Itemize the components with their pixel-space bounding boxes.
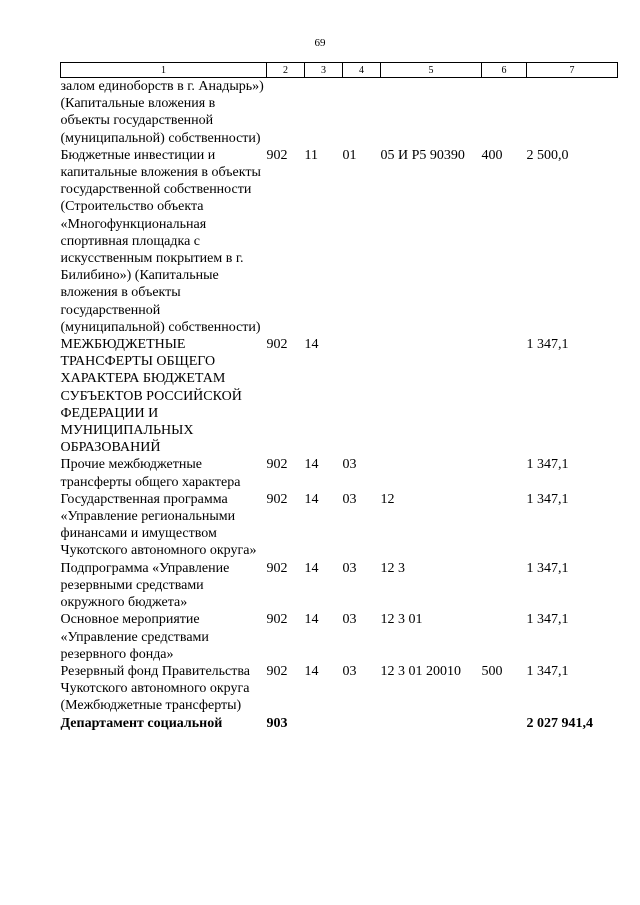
amount: 1 347,1: [526, 457, 569, 473]
budget-table: [60, 62, 618, 732]
table-row: [61, 663, 618, 715]
page-number: 69: [314, 37, 326, 49]
section-code: 14: [304, 491, 319, 507]
row-name: Государственная программа «Управление региональными финансами и имуществом Чукотского автономного округа»: [60, 491, 257, 559]
expense-type-code: [482, 78, 527, 147]
expense-type-code: [482, 611, 527, 663]
row-name: МЕЖБЮДЖЕТНЫЕ ТРАНСФЕРТЫ ОБЩЕГО ХАРАКТЕРА БЮДЖЕТАМ СУБЪЕКТОВ РОССИЙСКОЙ ФЕДЕРАЦИИ И МУНИЦИПАЛЬНЫХ ОБРАЗОВАНИЙ: [60, 337, 242, 456]
section-code: 14: [304, 663, 319, 679]
column-header: 7: [527, 63, 618, 78]
subsection-code: [343, 715, 381, 732]
ministry-code: 902: [266, 663, 288, 679]
target-article-code: 05 И P5 90390: [380, 147, 465, 163]
amount: 1 347,1: [526, 337, 569, 353]
subsection-code: 03: [342, 457, 357, 473]
column-header: 5: [381, 63, 482, 78]
target-article-code: [381, 336, 482, 456]
table-row: [61, 456, 618, 490]
row-name: Резервный фонд Правительства Чукотского автономного округа (Межбюджетные трансферты): [60, 663, 251, 714]
ministry-code: [267, 78, 305, 147]
expense-type-code: [482, 336, 527, 456]
subsection-code: [343, 78, 381, 147]
expense-type-code: [482, 715, 527, 732]
row-name: Основное мероприятие «Управление средствами резервного фонда»: [60, 612, 209, 662]
ministry-code: 902: [266, 560, 288, 576]
table-body: [61, 78, 618, 732]
table-row: [61, 611, 618, 663]
section-code: 14: [304, 560, 319, 576]
ministry-code: 902: [266, 612, 288, 628]
section-code: 14: [304, 457, 319, 473]
section-code: 11: [304, 147, 318, 163]
section-code: [305, 78, 343, 147]
ministry-code: 902: [266, 491, 288, 507]
expense-type-code: [482, 491, 527, 560]
section-code: [305, 715, 343, 732]
expense-type-code: [482, 456, 527, 490]
target-article-code: 12 3: [380, 560, 405, 576]
target-article-code: [381, 78, 482, 147]
table-row: [61, 147, 618, 336]
row-name: Департамент социальной: [60, 715, 223, 731]
ministry-code: 903: [266, 715, 288, 731]
column-header: 3: [305, 63, 343, 78]
section-code: 14: [304, 337, 319, 353]
row-name: Подпрограмма «Управление резервными средствами окружного бюджета»: [60, 560, 230, 611]
ministry-code: 902: [266, 147, 288, 163]
expense-type-code: [482, 560, 527, 612]
column-header: 1: [61, 63, 267, 78]
amount: 1 347,1: [526, 491, 569, 507]
subsection-code: 03: [342, 612, 357, 628]
section-code: 14: [304, 612, 319, 628]
table-row: [61, 336, 618, 456]
subsection-code: 03: [342, 491, 357, 507]
ministry-code: 902: [266, 337, 288, 353]
column-number-header: [61, 63, 618, 78]
amount: 1 347,1: [526, 560, 569, 576]
amount: 1 347,1: [526, 612, 569, 628]
amount: 1 347,1: [526, 663, 569, 679]
ministry-code: 902: [266, 457, 288, 473]
table-row: [61, 78, 618, 147]
target-article-code: 12 3 01: [380, 612, 423, 628]
row-name: Прочие межбюджетные трансферты общего характера: [60, 457, 241, 490]
subsection-code: 03: [342, 663, 357, 679]
target-article-code: 12: [380, 491, 395, 507]
table-row: [61, 491, 618, 560]
subsection-code: 03: [342, 560, 357, 576]
subsection-code: [343, 336, 381, 456]
target-article-code: [381, 715, 482, 732]
column-header: 2: [267, 63, 305, 78]
amount: 2 027 941,4: [526, 715, 593, 731]
target-article-code: [381, 456, 482, 490]
expense-type-code: 400: [481, 147, 503, 163]
column-header: 6: [482, 63, 527, 78]
target-article-code: 12 3 01 20010: [380, 663, 461, 679]
table-row: [61, 715, 618, 732]
amount: 2 500,0: [526, 147, 569, 163]
table-row: [61, 560, 618, 612]
amount: [527, 78, 618, 147]
row-name: Бюджетные инвестиции и капитальные вложения в объекты государственной собственности (Строительство объекта «Многофункциональная спортивная площадка с искусственным покрытием в г. Билибино») (Капитальные вложения в объекты государственной (муниципальной) собственности): [60, 147, 261, 335]
row-name: залом единоборств в г. Анадырь») (Капитальные вложения в объекты государственной (муниципальной) собственности): [60, 79, 264, 146]
subsection-code: 01: [342, 147, 357, 163]
column-header: 4: [343, 63, 381, 78]
expense-type-code: 500: [481, 663, 503, 679]
